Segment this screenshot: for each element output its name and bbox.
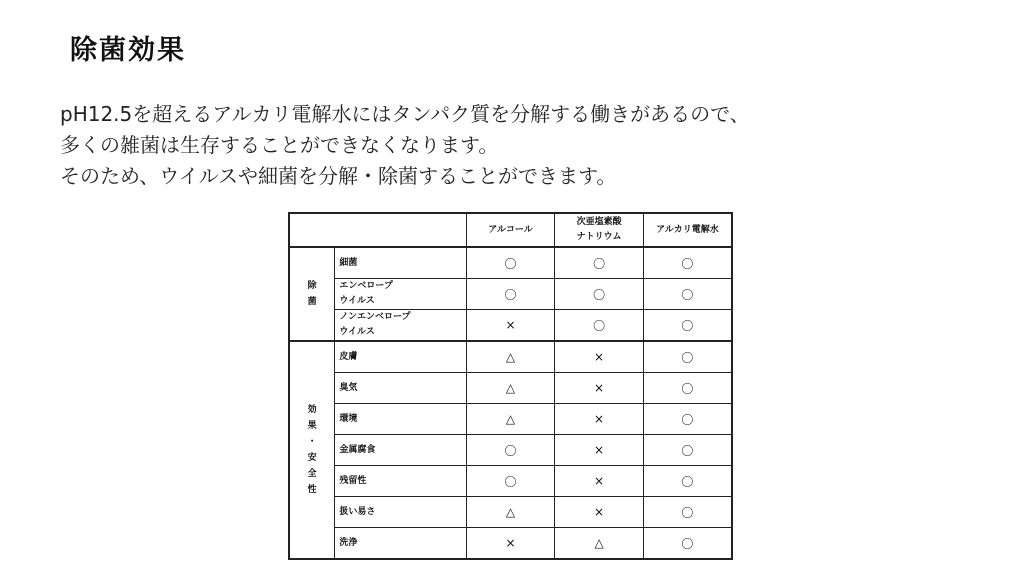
rating-cell: △ [466, 341, 555, 373]
rating-cell: 〇 [466, 466, 555, 497]
table-row [289, 404, 732, 435]
table-row [289, 528, 732, 560]
rating-cell: △ [466, 497, 555, 528]
rating-cell: 〇 [643, 279, 732, 310]
table-row [289, 497, 732, 528]
row-label: 洗浄 [335, 528, 466, 560]
comparison-table [288, 212, 733, 560]
rating-cell: △ [466, 404, 555, 435]
column-header: 次亜塩素酸 ナトリウム [555, 213, 644, 247]
row-label: 臭気 [335, 373, 466, 404]
rating-cell: 〇 [466, 247, 555, 279]
row-label: ノンエンベロープ ウイルス [335, 310, 466, 342]
row-label: 細菌 [335, 247, 466, 279]
rating-cell: 〇 [643, 310, 732, 342]
column-header: アルコール [466, 213, 555, 247]
table-row [289, 373, 732, 404]
row-label: 環境 [335, 404, 466, 435]
rating-cell: × [555, 466, 644, 497]
table-row [289, 279, 732, 310]
description-text [60, 99, 980, 192]
rating-cell: 〇 [643, 404, 732, 435]
table-row [289, 247, 732, 279]
rating-cell: 〇 [555, 279, 644, 310]
row-label: 金属腐食 [335, 435, 466, 466]
rating-cell: × [555, 497, 644, 528]
group-label: 除 菌 [289, 247, 335, 341]
rating-cell: × [555, 435, 644, 466]
row-label: 残留性 [335, 466, 466, 497]
rating-cell: × [555, 404, 644, 435]
rating-cell: 〇 [555, 310, 644, 342]
rating-cell: 〇 [466, 435, 555, 466]
rating-cell: △ [555, 528, 644, 560]
table-corner [289, 213, 466, 247]
table-row [289, 435, 732, 466]
rating-cell: 〇 [643, 435, 732, 466]
rating-cell: 〇 [643, 528, 732, 560]
group-label: 効 果 ・ 安 全 性 [289, 341, 335, 559]
rating-cell: 〇 [643, 341, 732, 373]
row-label: 扱い易さ [335, 497, 466, 528]
rating-cell: × [555, 341, 644, 373]
row-label: エンベロープ ウイルス [335, 279, 466, 310]
rating-cell: × [466, 528, 555, 560]
rating-cell: 〇 [643, 373, 732, 404]
rating-cell: 〇 [643, 466, 732, 497]
table-row [289, 310, 732, 342]
description-line: 多くの雑菌は生存することができなくなります。 [60, 133, 499, 157]
description-line: そのため、ウイルスや細菌を分解・除菌することができます。 [60, 164, 617, 188]
rating-cell: 〇 [555, 247, 644, 279]
rating-cell: 〇 [466, 279, 555, 310]
rating-cell: △ [466, 373, 555, 404]
rating-cell: × [466, 310, 555, 342]
page-title: 除菌効果 [70, 35, 186, 66]
rating-cell: 〇 [643, 497, 732, 528]
row-label: 皮膚 [335, 341, 466, 373]
table-row [289, 466, 732, 497]
table-row [289, 341, 732, 373]
rating-cell: × [555, 373, 644, 404]
description-line: pH12.5を超えるアルカリ電解水にはタンパク質を分解する働きがあるので、 [60, 102, 750, 126]
rating-cell: 〇 [643, 247, 732, 279]
column-header: アルカリ電解水 [643, 213, 732, 247]
